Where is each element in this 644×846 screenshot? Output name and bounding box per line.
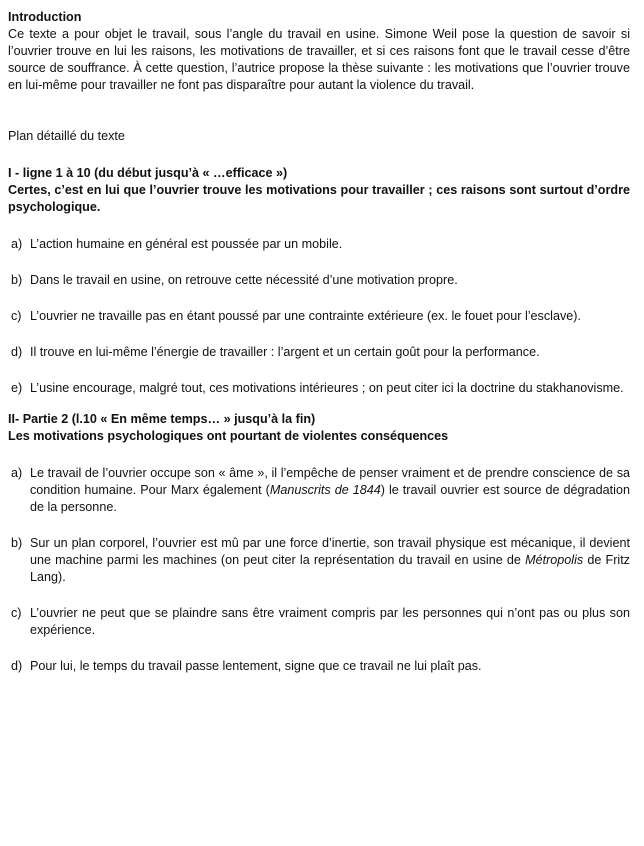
list-item — [8, 465, 630, 516]
book-title: Manuscrits de 1844 — [269, 483, 381, 497]
plan-label: Plan détaillé du texte — [8, 129, 125, 143]
section2-list — [8, 465, 630, 675]
list-item-letter: d) — [11, 345, 23, 359]
list-item — [8, 272, 630, 289]
list-item — [8, 658, 630, 675]
section2-heading: II- Partie 2 (l.10 « En même temps… » jusqu’à la fin) — [8, 412, 316, 426]
list-item — [8, 236, 630, 253]
film-title: Métropolis — [525, 553, 584, 567]
list-item — [8, 535, 630, 586]
list-item-text: L’action humaine en général est poussée par un mobile. — [30, 237, 343, 251]
list-item-letter: a) — [11, 237, 23, 251]
list-item-text: L’ouvrier ne travaille pas en étant poussé par une contrainte extérieure (ex. le fouet pour l’esclave). — [30, 309, 581, 323]
list-item-text: L’usine encourage, malgré tout, ces motivations intérieures ; on peut citer ici la doctrine du stakhanovisme. — [30, 381, 624, 395]
section2-subheading: Les motivations psychologiques ont pourtant de violentes conséquences — [8, 429, 449, 443]
list-item-text-before: Sur un plan corporel, l’ouvrier est mû par une force d’inertie, son travail physique est mécanique, il devient une machine parmi les machines (on peut citer la représentation du travail en usine de — [30, 536, 630, 567]
list-item-text: Pour lui, le temps du travail passe lentement, signe que ce travail ne lui plaît pas. — [30, 659, 482, 673]
intro-title: Introduction — [8, 10, 82, 24]
list-item-text-after: de Fritz Lang). — [30, 553, 630, 584]
list-item — [8, 380, 630, 397]
list-item-text: Il trouve en lui-même l’énergie de travailler : l’argent et un certain goût pour la performance. — [30, 345, 540, 359]
list-item-text-before: Le travail de l’ouvrier occupe son « âme », il l’empêche de penser vraiment et de prendre conscience de sa condition humaine. Pour Marx également ( — [30, 466, 630, 497]
intro-paragraph: Ce texte a pour objet le travail, sous l’angle du travail en usine. Simone Weil pose la question de savoir si l’ouvrier trouve en lui les raisons, les motivations de travailler, et si ces raisons font que le travail cesse d’être source de souffrance. À cette question, l’autrice propose la thèse suivante : les motivations que l’ouvrier trouve en lui-même pour travailler ne font pas disparaître pour autant la violence du travail. — [8, 27, 630, 92]
list-item-text: Dans le travail en usine, on retrouve cette nécessité d’une motivation propre. — [30, 273, 458, 287]
list-item-letter: b) — [11, 536, 23, 550]
list-item — [8, 605, 630, 639]
list-item-letter: c) — [11, 606, 22, 620]
list-item-text: L’ouvrier ne peut que se plaindre sans être vraiment compris par les personnes qui n’ont pas ou plus son expérience. — [30, 606, 630, 637]
list-item-letter: b) — [11, 273, 23, 287]
list-item-text-after: ) le travail ouvrier est source de dégradation de la personne. — [30, 483, 630, 514]
list-item — [8, 344, 630, 361]
list-item-letter: a) — [11, 466, 23, 480]
section1-heading: I - ligne 1 à 10 (du début jusqu’à « …efficace ») — [8, 166, 288, 180]
list-item-letter: e) — [11, 381, 23, 395]
section1-subheading: Certes, c’est en lui que l’ouvrier trouve les motivations pour travailler ; ces raisons sont surtout d’ordre psychologique. — [8, 183, 630, 214]
list-item — [8, 308, 630, 325]
section1-list — [8, 236, 630, 397]
list-item-letter: c) — [11, 309, 22, 323]
list-item-letter: d) — [11, 659, 23, 673]
